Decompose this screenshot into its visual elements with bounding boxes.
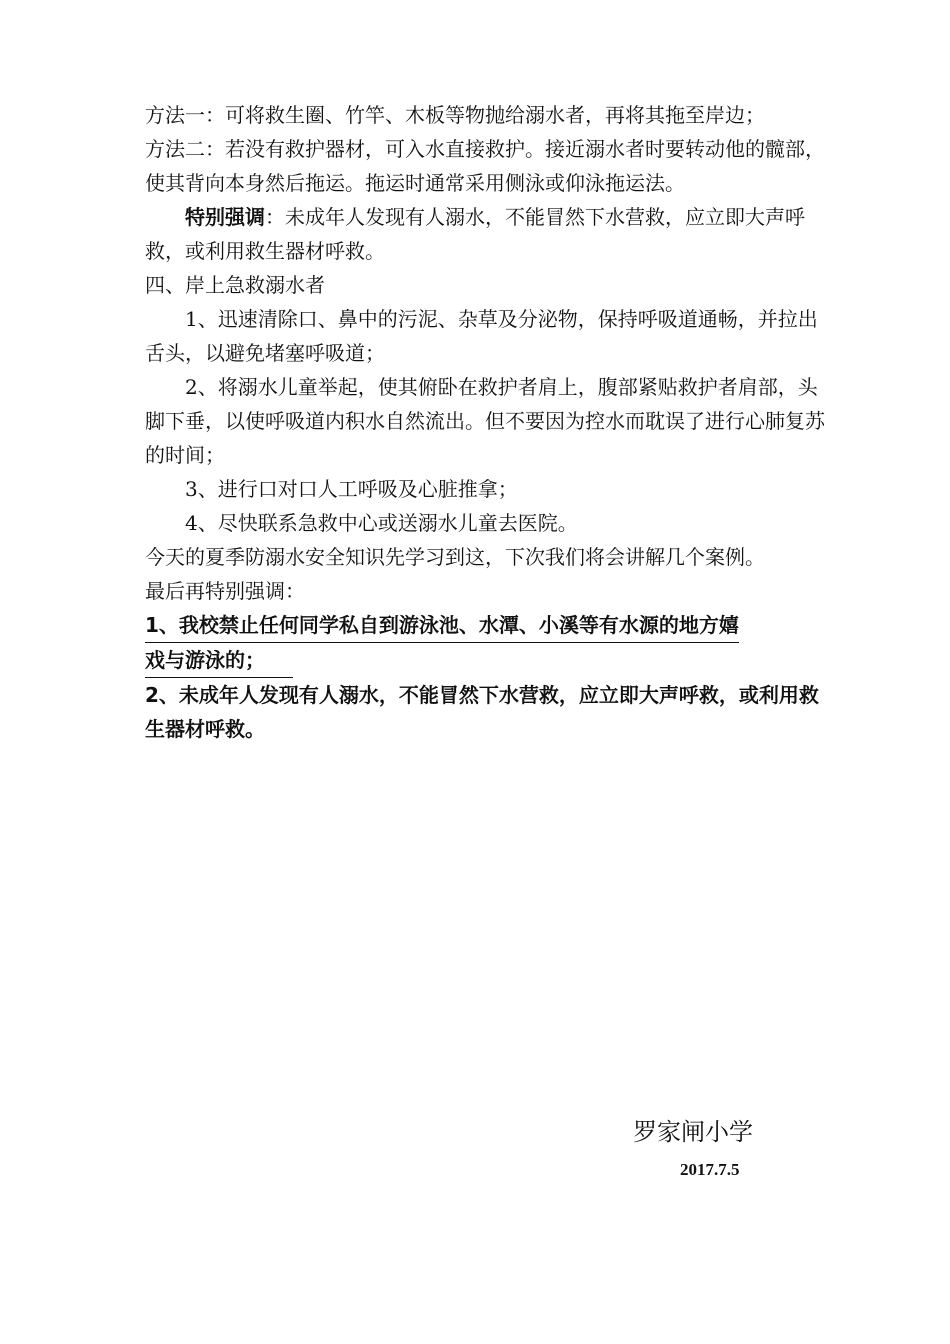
rule-one-line1: 1、我校禁止任何同学私自到游泳池、水潭、小溪等有水源的地方嬉 — [145, 608, 739, 643]
final-emphasis-intro: 最后再特别强调： — [145, 579, 305, 603]
step-item: 4、尽快联系急救中心或送溺水儿童去医院。 — [185, 511, 578, 535]
emphasis-paragraph — [145, 200, 825, 268]
method-two-paragraph: 方法二：若没有救护器材，可入水直接救护。接近溺水者时要转动他的髋部，使其背向本身然后拖运。拖运时通常采用侧泳或仰泳拖运法。 — [145, 137, 825, 195]
step-item: 3、进行口对口人工呼吸及心脏推拿； — [185, 477, 518, 501]
rule-one-line2: 戏与游泳的； — [145, 643, 293, 678]
emphasis-text: ：未成年人发现有人溺水，不能冒然下水营救，应立即大声呼救，或利用救生器材呼救。 — [145, 205, 805, 263]
step-item: 2、将溺水儿童举起，使其俯卧在救护者肩上，腹部紧贴救护者肩部，头脚下垂，以使呼吸道内积水自然流出。但不要因为控水而耽误了进行心肺复苏的时间； — [145, 375, 825, 467]
emphasis-label: 特别强调 — [185, 205, 265, 229]
document-body — [145, 98, 825, 746]
step-item: 1、迅速清除口、鼻中的污泥、杂草及分泌物，保持呼吸道通畅，并拉出舌头，以避免堵塞呼吸道； — [145, 307, 818, 365]
final-rules — [145, 608, 825, 746]
method-one-paragraph: 方法一：可将救生圈、竹竿、木板等物抛给溺水者，再将其拖至岸边； — [145, 103, 765, 127]
section-four-title: 四、岸上急救溺水者 — [145, 273, 325, 297]
rule-two: 2、未成年人发现有人溺水，不能冒然下水营救，应立即大声呼救，或利用救生器材呼救。 — [145, 683, 819, 741]
school-name: 罗家闸小学 — [633, 1118, 753, 1146]
document-date: 2017.7.5 — [680, 1160, 740, 1179]
rule-one — [145, 608, 825, 678]
closing-paragraph: 今天的夏季防溺水安全知识先学习到这，下次我们将会讲解几个案例。 — [145, 545, 765, 569]
